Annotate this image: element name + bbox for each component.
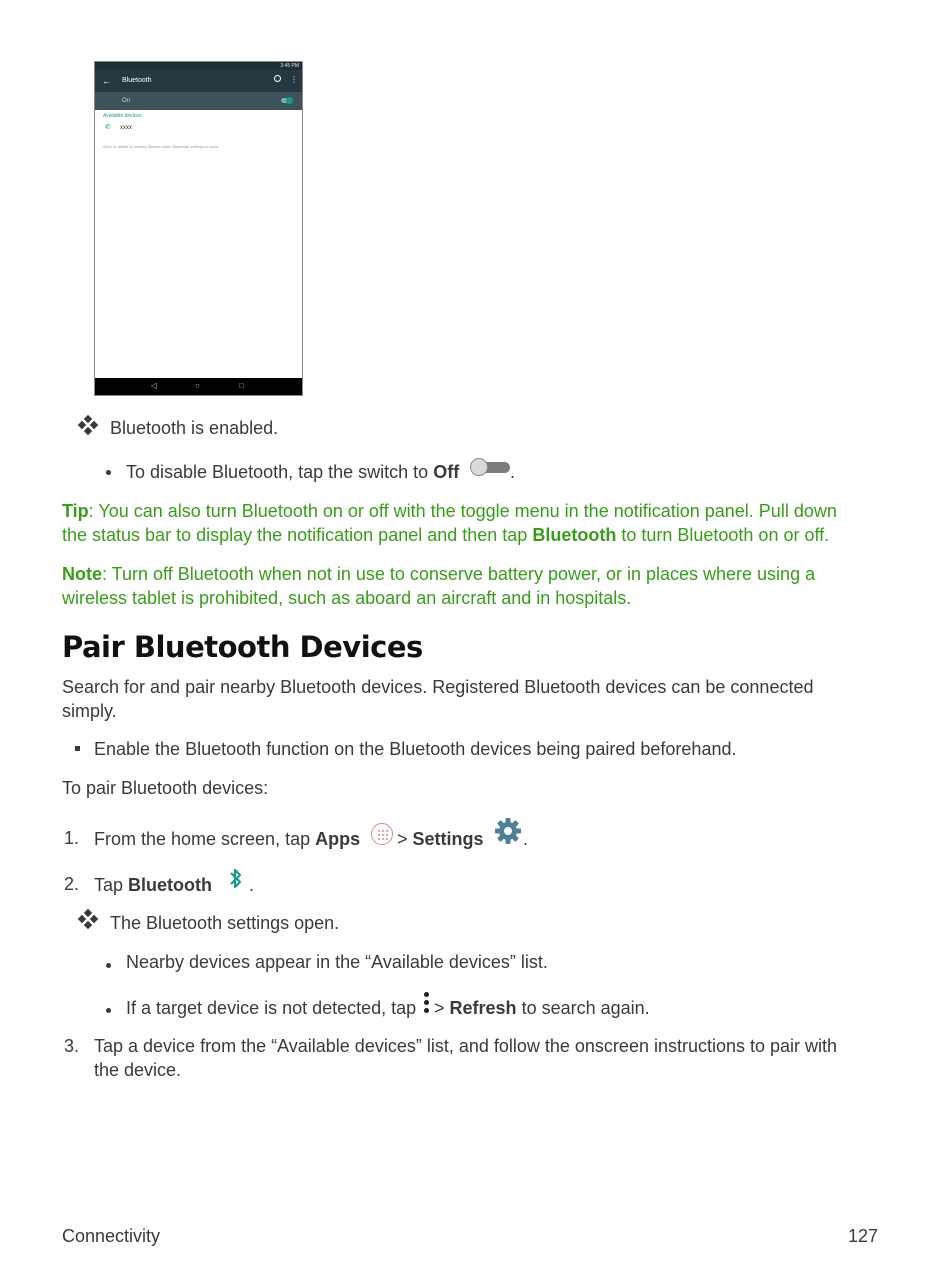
tip-text: : You can also turn Bluetooth on or off with the toggle menu in the notification panel. Pull down the status bar to display the notification panel and then tap xyxy=(62,501,837,545)
step-2-bullet-2 xyxy=(126,996,416,1020)
disable-instruction xyxy=(126,460,459,484)
tip-paragraph xyxy=(62,499,862,547)
prereq-text: Enable the Bluetooth function on the Bluetooth devices being paired beforehand. xyxy=(94,739,737,759)
note-label: Note xyxy=(62,564,102,584)
step-2-result: The Bluetooth settings open. xyxy=(110,913,340,933)
settings-label: Settings xyxy=(412,829,484,849)
step-1-separator: > xyxy=(397,829,408,849)
tip-label: Tip xyxy=(62,501,89,521)
note-text: : Turn off Bluetooth when not in use to conserve battery power, or in places where using a wireless tablet is prohibited, such as aboard an aircraft and in hospitals. xyxy=(62,564,816,608)
back-arrow-icon: ← xyxy=(102,76,111,86)
to-pair-text: To pair Bluetooth devices: xyxy=(62,778,269,798)
bullet-dot xyxy=(106,470,111,475)
nav-home-icon: ○ xyxy=(195,381,200,390)
step-2-bullet-2-end xyxy=(434,996,650,1020)
off-label: Off xyxy=(433,462,460,482)
step-1-desc: From the home screen, tap xyxy=(94,829,311,849)
bluetooth-label: Bluetooth xyxy=(128,875,213,895)
result-enabled-text: Bluetooth is enabled. xyxy=(110,418,279,438)
footer-page-number: 127 xyxy=(848,1226,879,1246)
apps-icon xyxy=(371,823,393,845)
step-1-settings xyxy=(397,827,484,851)
step-1-number: 1. xyxy=(64,828,80,848)
note-paragraph xyxy=(62,562,852,610)
step-3-number: 3. xyxy=(64,1036,80,1056)
phone-switch-label: On xyxy=(122,98,131,104)
disable-text: To disable Bluetooth, tap the switch to xyxy=(126,462,429,482)
tip-text-end: to turn Bluetooth on or off. xyxy=(621,525,830,545)
phone-status-time: 3:45 PM xyxy=(280,63,299,69)
step-2-separator: > xyxy=(434,998,445,1018)
phone-bluetooth-switch-row xyxy=(95,92,302,110)
result-diamond-icon xyxy=(79,416,97,434)
phone-status-bar xyxy=(95,62,302,70)
bullet-dot xyxy=(106,1008,111,1013)
step-2-bullet-2-text: If a target device is not detected, tap xyxy=(126,998,417,1018)
search-icon xyxy=(274,75,281,82)
phone-call-icon: ✆ xyxy=(105,124,111,131)
step-2-bullet-2-tail: to search again. xyxy=(521,998,650,1018)
section-heading: Pair Bluetooth Devices xyxy=(62,630,423,664)
step-1-end: . xyxy=(523,829,529,849)
square-bullet xyxy=(75,746,80,751)
footer-section: Connectivity xyxy=(62,1226,161,1246)
phone-title: Bluetooth xyxy=(122,77,152,84)
result-diamond-icon xyxy=(79,910,97,928)
phone-app-bar xyxy=(95,70,302,92)
phone-screenshot xyxy=(94,61,303,396)
step-2-desc: Tap xyxy=(94,875,124,895)
step-3-text: Tap a device from the “Available devices” list, and follow the onscreen instructions to pair with the device. xyxy=(94,1036,838,1080)
step-2-end: . xyxy=(249,875,255,895)
overflow-menu-icon xyxy=(424,992,429,1014)
intro-paragraph: Search for and pair nearby Bluetooth devices. Registered Bluetooth devices can be connected simply. xyxy=(62,677,814,721)
nav-recents-icon: □ xyxy=(239,381,244,390)
step-2-bullet-1: Nearby devices appear in the “Available devices” list. xyxy=(126,952,548,972)
phone-visibility-note: A621 is visible to nearby devices while Bluetooth settings is open. xyxy=(103,144,220,149)
phone-toggle-on-icon xyxy=(281,98,292,103)
step-1-text xyxy=(94,827,360,851)
refresh-label: Refresh xyxy=(449,998,517,1018)
apps-label: Apps xyxy=(315,829,361,849)
phone-nav-bar xyxy=(95,378,302,395)
nav-back-icon: ◁ xyxy=(151,381,158,390)
bullet-dot xyxy=(106,963,111,968)
step-2-number: 2. xyxy=(64,874,80,894)
step-2-text xyxy=(94,873,212,897)
toggle-off-icon xyxy=(470,458,510,476)
tip-bold: Bluetooth xyxy=(532,525,617,545)
disable-end: . xyxy=(510,462,516,482)
bluetooth-icon xyxy=(228,867,244,891)
overflow-menu-icon: ⋮ xyxy=(290,75,298,84)
phone-device-name: xxxx xyxy=(120,125,132,131)
phone-available-devices-label: Available devices xyxy=(103,113,142,119)
settings-gear-icon xyxy=(494,817,522,845)
